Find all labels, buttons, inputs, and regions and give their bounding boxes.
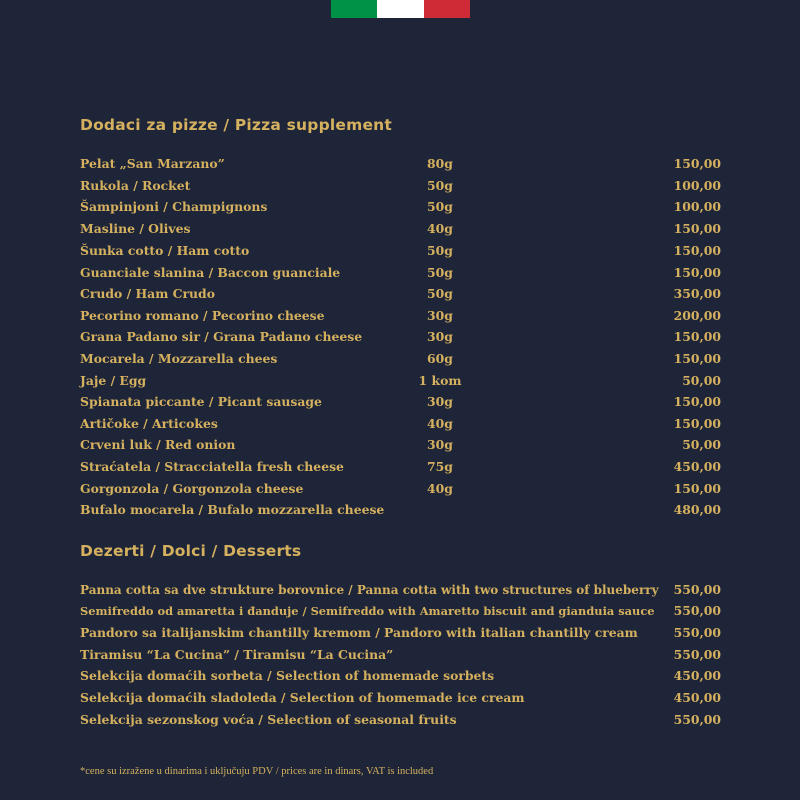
supplement-row (80, 415, 721, 433)
item-name: Pecorino romano / Pecorino cheese (80, 308, 325, 323)
item-price: 100,00 (673, 199, 721, 214)
item-name: Pandoro sa italijanskim chantilly kremom / Pandoro with italian chantilly cream (80, 625, 638, 640)
item-price: 550,00 (673, 603, 721, 618)
dessert-row (80, 646, 721, 664)
supplement-row (80, 393, 721, 411)
item-quantity: 1 kom (418, 373, 462, 388)
item-price: 50,00 (682, 437, 721, 452)
supplement-row (80, 307, 721, 325)
item-price: 150,00 (673, 416, 721, 431)
item-quantity: 30g (427, 394, 453, 409)
supplement-row (80, 177, 721, 195)
supplement-row (80, 501, 721, 519)
item-name: Artičoke / Articokes (80, 416, 218, 431)
item-name: Grana Padano sir / Grana Padano cheese (80, 329, 363, 344)
item-name: Spianata piccante / Picant sausage (80, 394, 322, 409)
item-price: 150,00 (673, 394, 721, 409)
supplement-row (80, 242, 721, 260)
item-name: Rukola / Rocket (80, 178, 191, 193)
item-price: 150,00 (673, 243, 721, 258)
item-quantity: 40g (427, 481, 453, 496)
item-quantity: 60g (427, 351, 453, 366)
flag-stripe-green (331, 0, 377, 18)
item-name: Pelat „San Marzano” (80, 156, 225, 171)
item-price: 450,00 (673, 690, 721, 705)
supplement-row (80, 350, 721, 368)
supplement-row (80, 220, 721, 238)
item-price: 350,00 (673, 286, 721, 301)
supplement-row (80, 328, 721, 346)
item-quantity: 50g (427, 243, 453, 258)
item-price: 550,00 (673, 625, 721, 640)
item-price: 150,00 (673, 156, 721, 171)
item-name: Crveni luk / Red onion (80, 437, 236, 452)
item-quantity: 30g (427, 329, 453, 344)
item-quantity: 80g (427, 156, 453, 171)
price-footnote: *cene su izražene u dinarima i uključuju PDV / prices are in dinars, VAT is included (80, 766, 434, 777)
item-price: 450,00 (673, 668, 721, 683)
item-name: Mocarela / Mozzarella chees (80, 351, 278, 366)
item-price: 200,00 (673, 308, 721, 323)
item-name: Gorgonzola / Gorgonzola cheese (80, 481, 304, 496)
item-quantity: 30g (427, 308, 453, 323)
item-name: Bufalo mocarela / Bufalo mozzarella cheese (80, 502, 385, 517)
item-name: Tiramisu “La Cucina” / Tiramisu “La Cucina” (80, 647, 394, 662)
supplement-row (80, 155, 721, 173)
item-price: 150,00 (673, 481, 721, 496)
supplement-row (80, 198, 721, 216)
item-name: Crudo / Ham Crudo (80, 286, 215, 301)
dessert-row (80, 667, 721, 685)
supplement-row (80, 458, 721, 476)
supplement-row (80, 285, 721, 303)
item-name: Selekcija sezonskog voća / Selection of seasonal fruits (80, 712, 457, 727)
item-quantity: 50g (427, 178, 453, 193)
item-quantity: 30g (427, 437, 453, 452)
item-price: 100,00 (673, 178, 721, 193)
item-price: 450,00 (673, 459, 721, 474)
supplement-row (80, 480, 721, 498)
dessert-row (80, 581, 721, 599)
item-quantity: 50g (427, 286, 453, 301)
item-name: Semifreddo od amaretta i đanduje / Semifreddo with Amaretto biscuit and gianduia sauce (80, 604, 655, 618)
item-price: 150,00 (673, 265, 721, 280)
item-price: 150,00 (673, 221, 721, 236)
item-name: Selekcija domaćih sorbeta / Selection of homemade sorbets (80, 668, 495, 683)
item-price: 480,00 (673, 502, 721, 517)
supplement-row (80, 264, 721, 282)
item-quantity: 40g (427, 416, 453, 431)
item-name: Straćatela / Stracciatella fresh cheese (80, 459, 344, 474)
dessert-row (80, 711, 721, 729)
item-quantity: 40g (427, 221, 453, 236)
supplement-row (80, 436, 721, 454)
item-price: 50,00 (682, 373, 721, 388)
supplement-row (80, 372, 721, 390)
item-quantity: 75g (427, 459, 453, 474)
item-name: Guanciale slanina / Baccon guanciale (80, 265, 341, 280)
italian-flag-icon (331, 0, 470, 18)
dessert-row (80, 602, 721, 620)
desserts-title: Dezerti / Dolci / Desserts (80, 542, 302, 560)
dessert-row (80, 689, 721, 707)
item-name: Masline / Olives (80, 221, 191, 236)
item-name: Jaje / Egg (80, 373, 147, 388)
flag-stripe-red (424, 0, 470, 18)
flag-stripe-white (377, 0, 423, 18)
item-price: 550,00 (673, 712, 721, 727)
item-name: Šampinjoni / Champignons (80, 199, 268, 214)
supplements-title: Dodaci za pizze / Pizza supplement (80, 116, 393, 134)
item-name: Panna cotta sa dve strukture borovnice / Panna cotta with two structures of blueberry (80, 583, 659, 597)
item-price: 550,00 (673, 647, 721, 662)
item-name: Šunka cotto / Ham cotto (80, 243, 250, 258)
item-price: 150,00 (673, 351, 721, 366)
item-name: Selekcija domaćih sladoleda / Selection of homemade ice cream (80, 690, 525, 705)
item-price: 150,00 (673, 329, 721, 344)
item-quantity: 50g (427, 265, 453, 280)
dessert-row (80, 624, 721, 642)
item-price: 550,00 (673, 582, 721, 597)
item-quantity: 50g (427, 199, 453, 214)
